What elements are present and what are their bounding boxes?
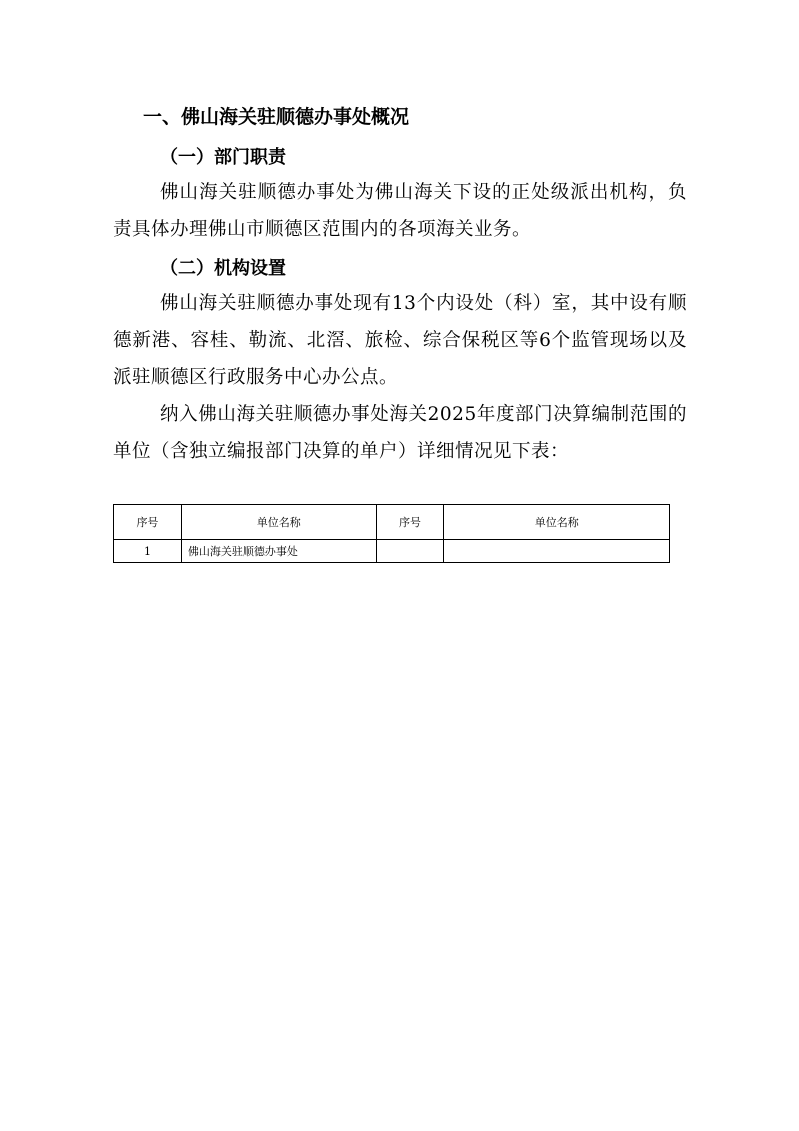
paragraph-organization: 佛山海关驻顺德办事处现有13个内设处（科）室，其中设有顺德新港、容桂、勒流、北滘、旅检、综合保税区等6个监管现场以及派驻顺德区行政服务中心办公点。 [113, 293, 687, 388]
cell-index: 1 [114, 540, 182, 563]
subsection-heading-organization: （二）机构设置 [160, 258, 286, 279]
paragraph-budget-scope: 纳入佛山海关驻顺德办事处海关2025年度部门决算编制范围的单位（含独立编报部门决算的单户）详细情况见下表： [113, 404, 687, 462]
cell-index-empty [376, 540, 444, 563]
header-index-1: 序号 [114, 505, 182, 540]
section-title: 一、佛山海关驻顺德办事处概况 [143, 106, 410, 128]
cell-unit-name-empty [444, 540, 670, 563]
cell-unit-name: 佛山海关驻顺德办事处 [181, 540, 376, 563]
paragraph-duties: 佛山海关驻顺德办事处为佛山海关下设的正处级派出机构，负责具体办理佛山市顺德区范围内的各项海关业务。 [113, 182, 687, 240]
table-header-row [114, 505, 670, 540]
header-index-2: 序号 [376, 505, 444, 540]
table-row [114, 540, 670, 563]
header-unit-name-1: 单位名称 [181, 505, 376, 540]
subsection-heading-duties: （一）部门职责 [160, 147, 286, 168]
units-table [113, 504, 670, 563]
header-unit-name-2: 单位名称 [444, 505, 670, 540]
